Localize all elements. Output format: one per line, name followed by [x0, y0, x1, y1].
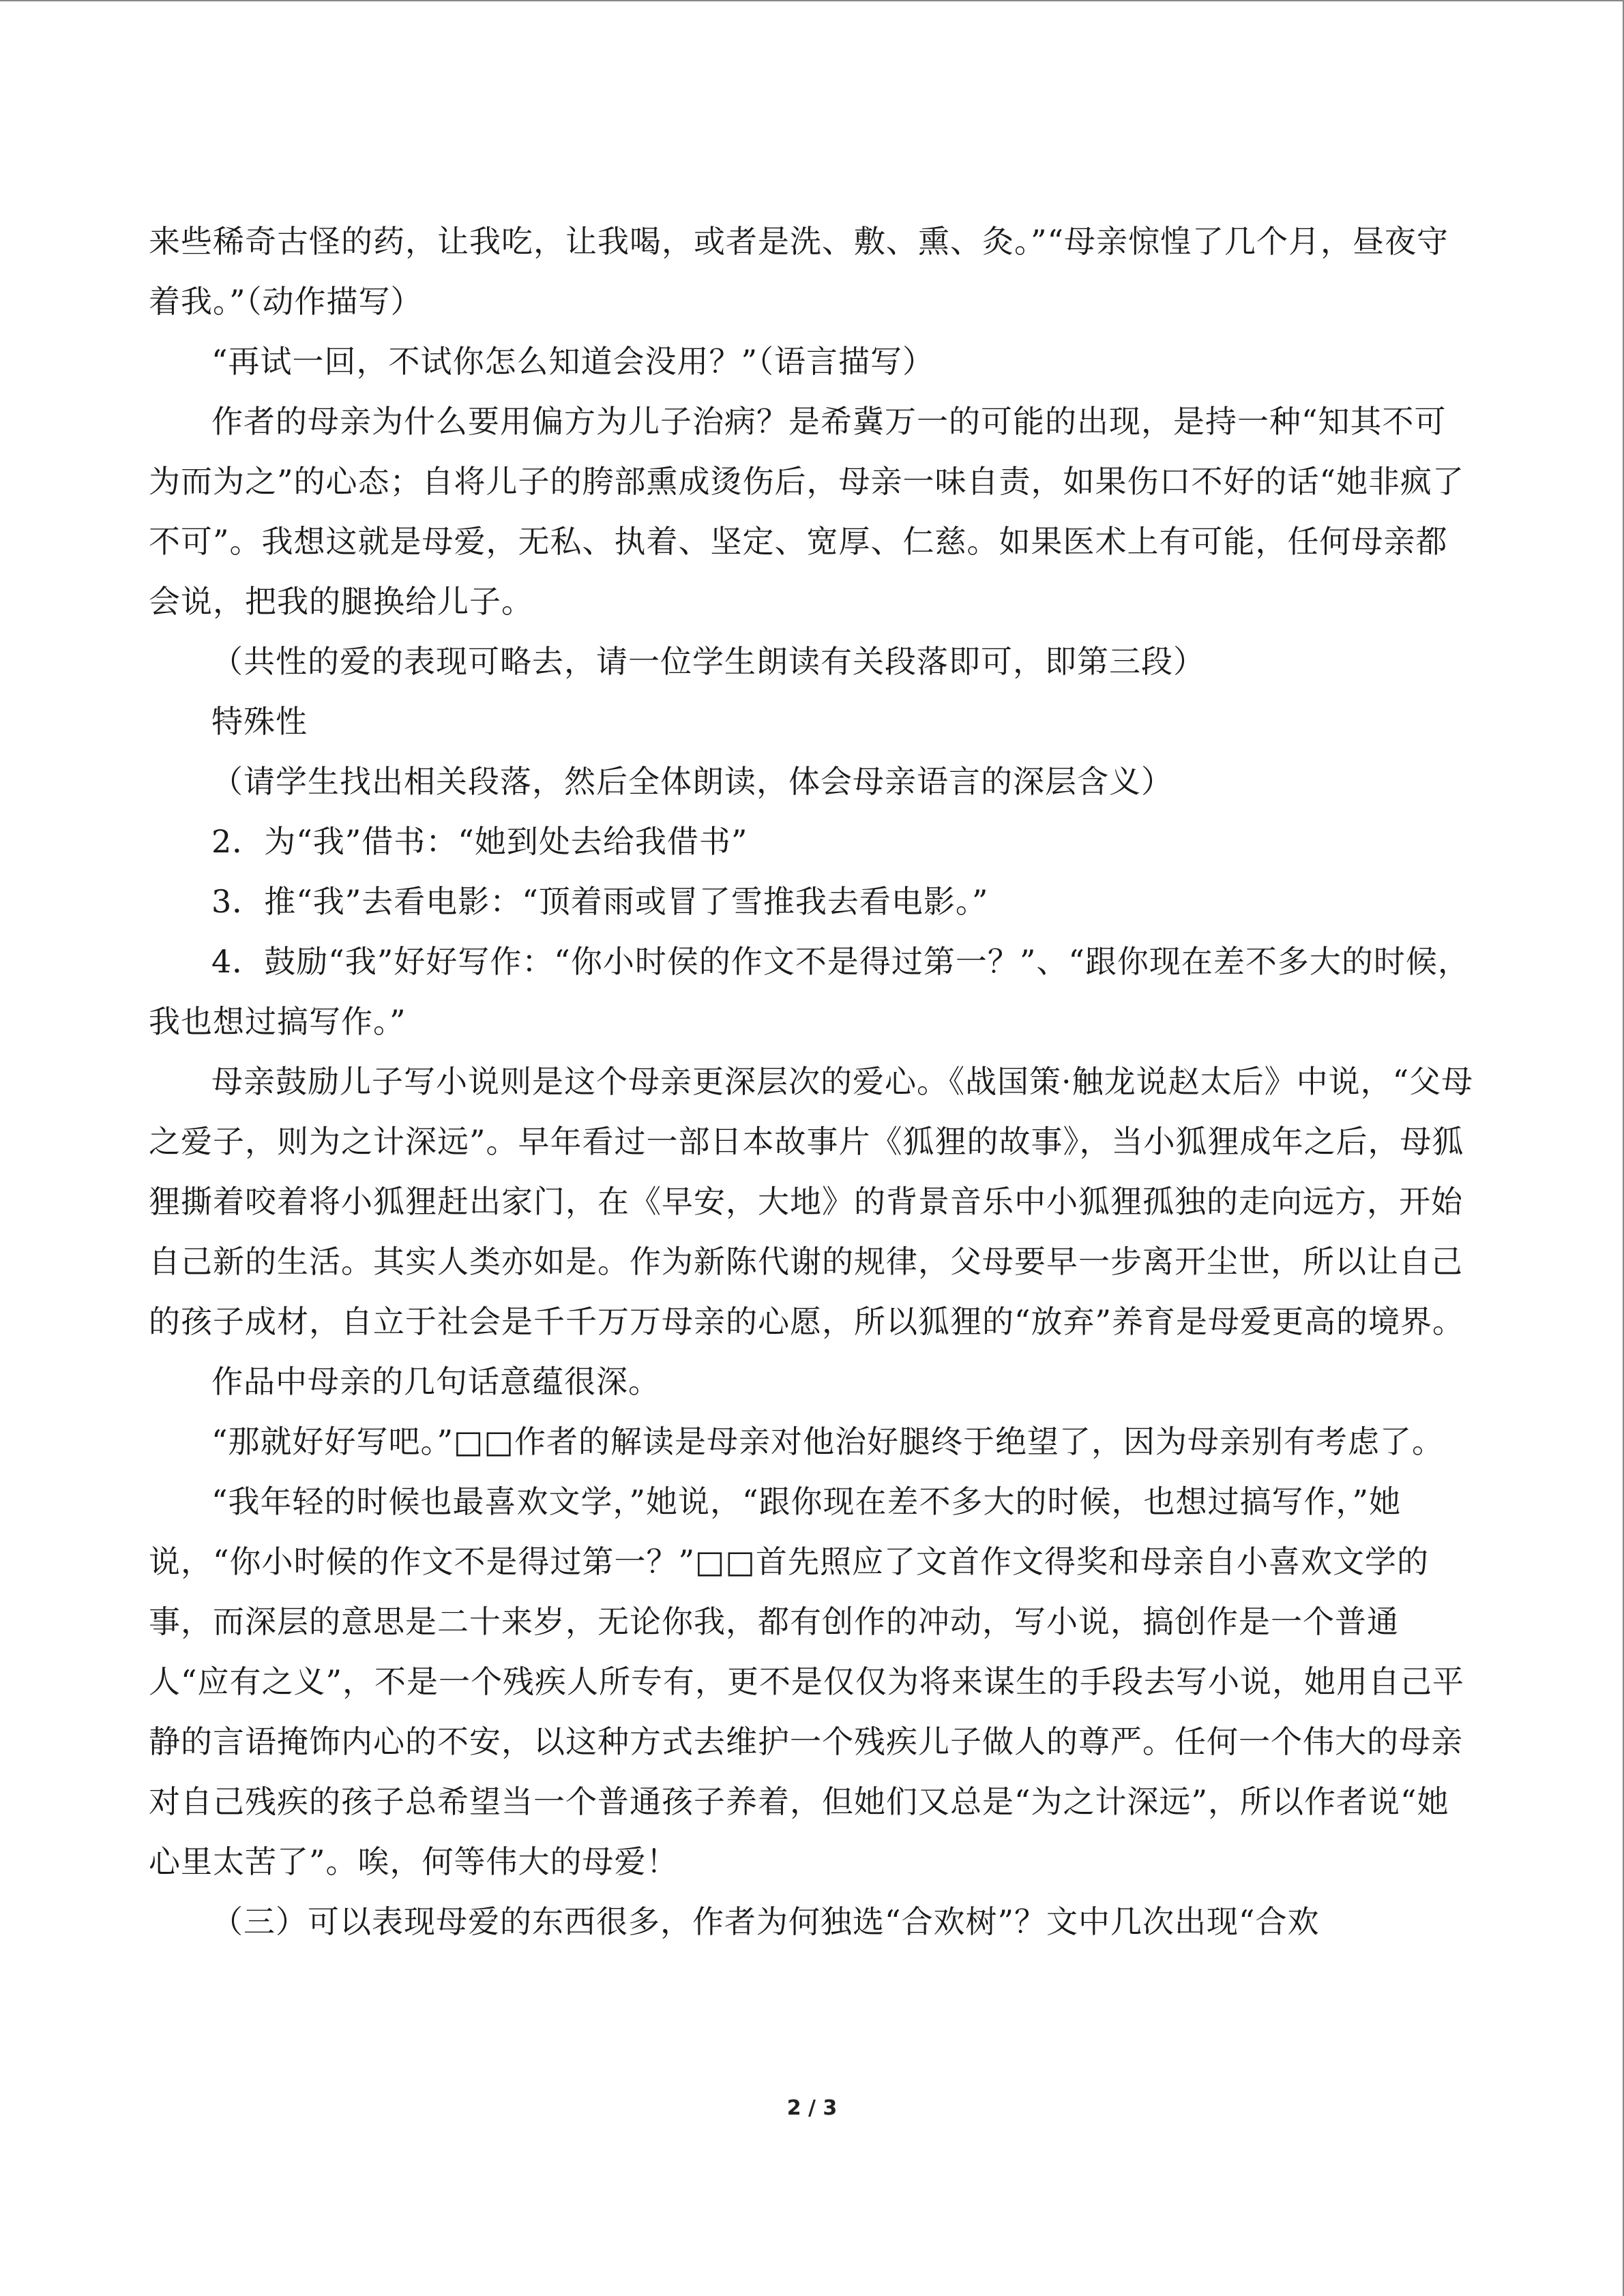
paragraph-mother-words: 作品中母亲的几句话意蕴很深。	[211, 1363, 660, 1400]
paragraph-note: （共性的爱的表现可略去，请一位学生朗读有关段落即可，即第三段）	[211, 643, 1205, 680]
list-item-3: 3．推“我”去看电影：“顶着雨或冒了雪推我去看电影。”	[211, 883, 989, 920]
paragraph-section-three: （三）可以表现母爱的东西很多，作者为何独选“合欢树”？文中几次出现“合欢	[211, 1903, 1320, 1940]
paragraph-continued: 来些稀奇古怪的药，让我吃，让我喝，或者是洗、敷、熏、灸。”“母亲惊惶了几个月，昼夜守着我。”（动作描写）	[149, 223, 1449, 320]
paragraph-young-literature: “我年轻的时候也最喜欢文学，”她说，“跟你现在差不多大的时候，也想过搞写作，”她说，“你小时候的作文不是得过第一？”□□首先照应了文首作文得奖和母亲自小喜欢文学的事，而深层的意思是二十来岁，无论你我，都有创作的冲动，写小说，搞创作是一个普通人“应有之义”，不是一个残疾人所专有，更不是仅仅为将来谋生的手段去写小说，她用自己平静的言语掩饰内心的不安，以这种方式去维护一个残疾儿子做人的尊严。任何一个伟大的母亲对自己残疾的孩子总希望当一个普通孩子养着，但她们又总是“为之计深远”，所以作者说“她心里太苦了”。唉，何等伟大的母爱！	[149, 1483, 1465, 1880]
paragraph-quote-language: “再试一回，不试你怎么知道会没用？”（语言描写）	[211, 343, 935, 380]
paragraph-heading-special: 特殊性	[211, 703, 308, 740]
list-item-4: 4．鼓励“我”好好写作：“你小时侯的作文不是得过第一？”、“跟你现在差不多大的时候，我也想过搞写作。”	[149, 943, 1470, 1040]
paragraph-write-well: “那就好好写吧。”□□作者的解读是母亲对他治好腿终于绝望了，因为母亲别有考虑了。	[211, 1423, 1444, 1460]
document-body	[149, 211, 1476, 1952]
list-item-2: 2．为“我”借书：“她到处去给我借书”	[211, 823, 748, 860]
page-number: 2 / 3	[786, 2096, 838, 2120]
paragraph-analysis: 作者的母亲为什么要用偏方为儿子治病？是希冀万一的可能的出现，是持一种“知其不可为而为之”的心态；自将儿子的胯部熏成烫伤后，母亲一味自责，如果伤口不好的话“她非疯了不可”。我想这就是母爱，无私、执着、坚定、宽厚、仁慈。如果医术上有可能，任何母亲都会说，把我的腿换给儿子。	[149, 403, 1465, 620]
paragraph-instruction: （请学生找出相关段落，然后全体朗读，体会母亲语言的深层含义）	[211, 763, 1173, 800]
paragraph-fox-story: 母亲鼓励儿子写小说则是这个母亲更深层次的爱心。《战国策·触龙说赵太后》中说，“父母之爱子，则为之计深远”。早年看过一部日本故事片《狐狸的故事》，当小狐狸成年之后，母狐狸撕着咬着将小狐狸赶出家门，在《早安，大地》的背景音乐中小狐狸孤独的走向远方，开始自己新的生活。其实人类亦如是。作为新陈代谢的规律，父母要早一步离开尘世，所以让自己的孩子成材，自立于社会是千千万万母亲的心愿，所以狐狸的“放弃”养育是母爱更高的境界。	[149, 1063, 1474, 1340]
